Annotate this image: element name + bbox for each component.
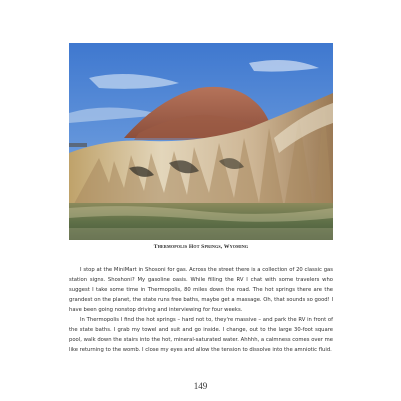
page-number: 149 — [193, 381, 208, 391]
photo-illustration — [69, 43, 333, 240]
photo-caption: Thermopolis Hot Springs, Wyoming — [153, 244, 249, 250]
paragraph: In Thermopolis I find the hot springs – hard not to, they're massive – and park the RV in front of the state baths. I grab my towel and suit and go inside. I change, out to the large 30-foot square pool, walk down the stairs into the hot, mineral-saturated water. Ahhhh, a calmness comes over me like returning to the womb. I close my eyes and allow the tension to dissolve into the amniotic fluid. — [69, 317, 333, 353]
walkway — [69, 143, 87, 147]
paragraph: I stop at the MiniMart in Shosoni for gas. Across the street there is a collection of 20 classic gas station signs. Shoshoni? My gasoline oasis. While filling the RV I chat with some travelers who suggest I take some time in Thermopolis, 80 miles down the road. The hot springs there are the grandest on the planet, the state runs free baths, maybe get a massage. Oh, that sounds so good! I have been going nonstop driving and interviewing for four weeks. — [69, 267, 333, 313]
hot-springs-photo — [69, 43, 333, 240]
body-text — [69, 266, 333, 356]
